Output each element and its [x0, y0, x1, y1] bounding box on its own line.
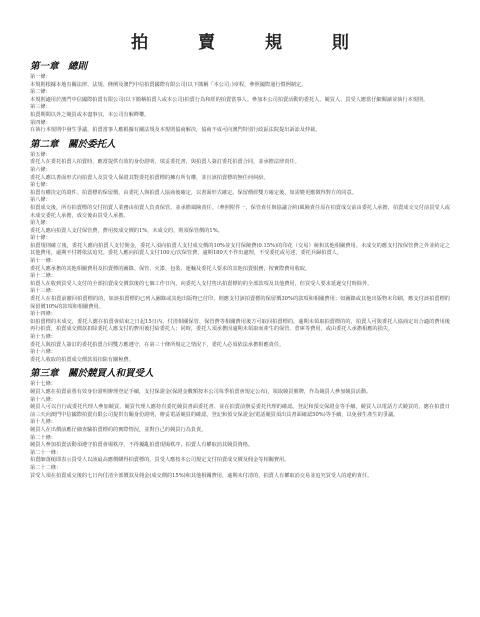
article-text: 拍賣規則確立後，委托人應向拍賣人支付佣金，委托人須向拍賣人支付成交價的10%並支付保險費(0.15%)的印花（交易）稅和其他相關費用。未成交的應支付按保管費之外並約定之其他費用，逾期不付將依法追究。委托人應向拍賣人支付100元/次保管費，逾期180天不作出處理，不受委托或另述，委托兵歸拍賣人。: [30, 242, 450, 257]
article-number: 第十九條：: [30, 419, 56, 426]
article-text: 競買人參加拍賣活動須遵守拍賣會場秩序，不得擾亂拍賣現場秩序，拍賣人有權取消其競買資格。: [30, 442, 254, 449]
article-number: 第一條：: [30, 74, 51, 80]
article-text: 委托人收取的拍賣成交價款須扣除有關稅費。: [30, 356, 134, 363]
article-text: 委托人在委托拍賣人拍賣時，應當提供有效的身份證明，填妥委托書，與拍賣人簽訂委托拍賣合同，並承擔法律責任。: [30, 159, 300, 166]
article: [30, 182, 450, 197]
article-number: 第十條：: [30, 235, 51, 242]
document-title: 拍 賣 規 則: [131, 33, 371, 53]
article-number: 第十六條：: [30, 349, 56, 356]
chapters-container: [30, 61, 450, 480]
article-number: 第七條：: [30, 182, 51, 189]
article-number: 第二條：: [30, 89, 51, 96]
article: [30, 89, 450, 104]
article-text: 拍賣師落槌即表示買受人以該最高應價購得拍賣標的。買受人應按本公司規定支付拍賣成交價及佣金等相關費用。: [30, 457, 290, 464]
article-number: 第十三條：: [30, 288, 56, 295]
article: [30, 435, 450, 450]
article: [30, 120, 450, 135]
article-text: 本規則根據本地有關法律、法規、條例及澳門中信拍賣國際有限公司(以下簡稱「本公司」)章程，參照國際通行慣例制定。: [30, 81, 307, 88]
article-text: 拍賣期間以外之競買或本盡事宜，本公司有解釋權。: [30, 111, 150, 118]
article-number: 第十四條：: [30, 311, 56, 318]
chapter-heading: 第二章 關於委托人: [30, 138, 116, 150]
article: [30, 220, 450, 235]
article-number: 第十七條：: [30, 381, 56, 388]
article-number: 第三條：: [30, 104, 51, 111]
article-text: 競買人在出價前應仔細查驗拍賣標的的實際情況，並對自己的競買行為負責。: [30, 426, 207, 433]
article-number: 第十八條：: [30, 396, 56, 403]
article-number: 第二十條：: [30, 434, 56, 441]
article-text: 拍賣人在收到買受人支付的全部拍賣成交價款後的七個工作日內，向委托人支付售出拍賣標的的全部款項及其他費用，但買受人要求延遲交付時除外。: [30, 280, 373, 287]
article-number: 第五條：: [30, 151, 51, 158]
article: [30, 74, 450, 89]
article-number: 第六條：: [30, 166, 51, 173]
article: [30, 450, 450, 465]
article-number: 第十二條：: [30, 273, 56, 280]
article: [30, 258, 450, 273]
chapter-heading: 第三章 關於競買人和買受人: [30, 368, 154, 380]
article: [30, 349, 450, 364]
article-text: 委托人應以書面形式向拍賣人及買受人保證其對委托拍賣標的擁有所有權，並且該拍賣標的無任何糾紛。: [30, 174, 269, 181]
article-number: 第二十一條：: [30, 449, 62, 456]
article: [30, 197, 450, 220]
article-text: 委托人應承擔的其他相關費用及拍賣標的圖錄、保管、火漆、包裝、運輸及委托人要求的其他拍賣服務，按實際費用收取。: [30, 265, 311, 272]
article-number: 第九條：: [30, 220, 51, 227]
article: [30, 288, 450, 311]
article-number: 第八條：: [30, 197, 51, 204]
article: [30, 397, 450, 420]
article: [30, 465, 450, 480]
chapter-heading: 第一章 總則: [30, 61, 88, 72]
article-text: 拍賣有權決定的證件、拍賣標的保留價，由委托人與拍賣人協商後確定，以書面形式確定。保留價經雙方確定後，如需變更應徵得對方的同意。: [30, 189, 357, 196]
article-text: 委托人應向拍賣人支付保管費，費用按成交價的1%，未成交的，則須保管價的1%。: [30, 227, 223, 234]
article-text: 本規則適用於澳門中信國際拍賣有限公司(以下簡稱拍賣人或本公司)拍賣行為和經的拍賣當事人。參加本公司拍賣活動的委托人、競買人、買受人應當仔細閱讀並執行本規則。: [30, 96, 429, 103]
article: [30, 167, 450, 182]
article: [30, 104, 450, 119]
article-text: 拍賣成交後，所有拍賣標的交付拍賣人業務由拍賣人負責保管，並承擔風險責任。（參照附件一、保管責任與協議合約)風險責任原在拍賣成交前由委托人承擔，拍賣成交交付前買受人或未成交委托人承擔，成交後由買受人承擔。: [30, 204, 450, 219]
article-number: 第二十二條：: [30, 464, 62, 471]
article: [30, 273, 450, 288]
article: [30, 419, 450, 434]
article-number: 第十五條：: [30, 334, 56, 340]
article-text: 如拍賣標的未成交，委托人應在拍賣會結束之日起15日內，付清相關保管、保管費等相關費用後方可取回拍賣標的。逾期未領取拍賣標的的，拍賣人可與委托人協商定出合適的費用後再行拍賣，拍賣成交價款扣除委托人應支付的費用後付給委托人；同時，委托人須承擔因逾期未領取而產生的保管、倉庫等費用，或由委托人承擔相應的損失。: [30, 318, 450, 333]
article-text: 在執行本規則中發生爭議，拍賣當事人應根據有關法規及本規則協商解決，協商不成可向澳門特別行政區法院提出訴訟及仲裁。: [30, 127, 321, 134]
article-text: 競買人應在拍賣前憑有效身份證明辦理登記手續，支付保證金(保證金數額按本公司每季拍賣會規定公布)，領取競買號牌，作為競買人參加競買活動。: [30, 388, 372, 395]
article-text: 買受人須在拍賣成交後的七日內付清全部價款及佣金(成交價的15%)和其他相關費用，逾期未付清的，拍賣人有權取消交易並追究買受人的違約責任。: [30, 472, 373, 479]
article-number: 第四條：: [30, 119, 51, 126]
article-number: 第十一條：: [30, 258, 56, 265]
article: [30, 152, 450, 167]
article: [30, 311, 450, 334]
article-text: 委托人在拍賣前撤回拍賣標的的，如該拍賣標的已列入圖錄或其他出版物已付印，則應支付該拍賣標的保留價30%的款項和相關費用；如圖錄或其他出版物未印刷，應支付該拍賣標的保留價10%的款項和相關費用。: [30, 296, 450, 310]
article: [30, 381, 450, 396]
article: [30, 235, 450, 258]
article-text: 競買人可以自行或委托代理人參加競買。競買代理人應持有委托競買書面委托書、並在拍賣前辦妥委托代理的確認。登記和預交保證金等手續。競買人以電話方式競買的，應在拍賣日前三天向澳門中信國際拍賣有限公司提供有關身份證明，辦妥電話競買的確認，登記和預交保證金(電話競買須出具書面確認50%)等手續，以免發生產生的爭議。: [30, 404, 450, 418]
article: [30, 334, 450, 349]
article-text: 委托人與拍賣人簽訂的委托拍賣合同雙方應遵守，在第三十條所規定之情況下，委托人必須依法承擔相應責任。: [30, 341, 285, 348]
